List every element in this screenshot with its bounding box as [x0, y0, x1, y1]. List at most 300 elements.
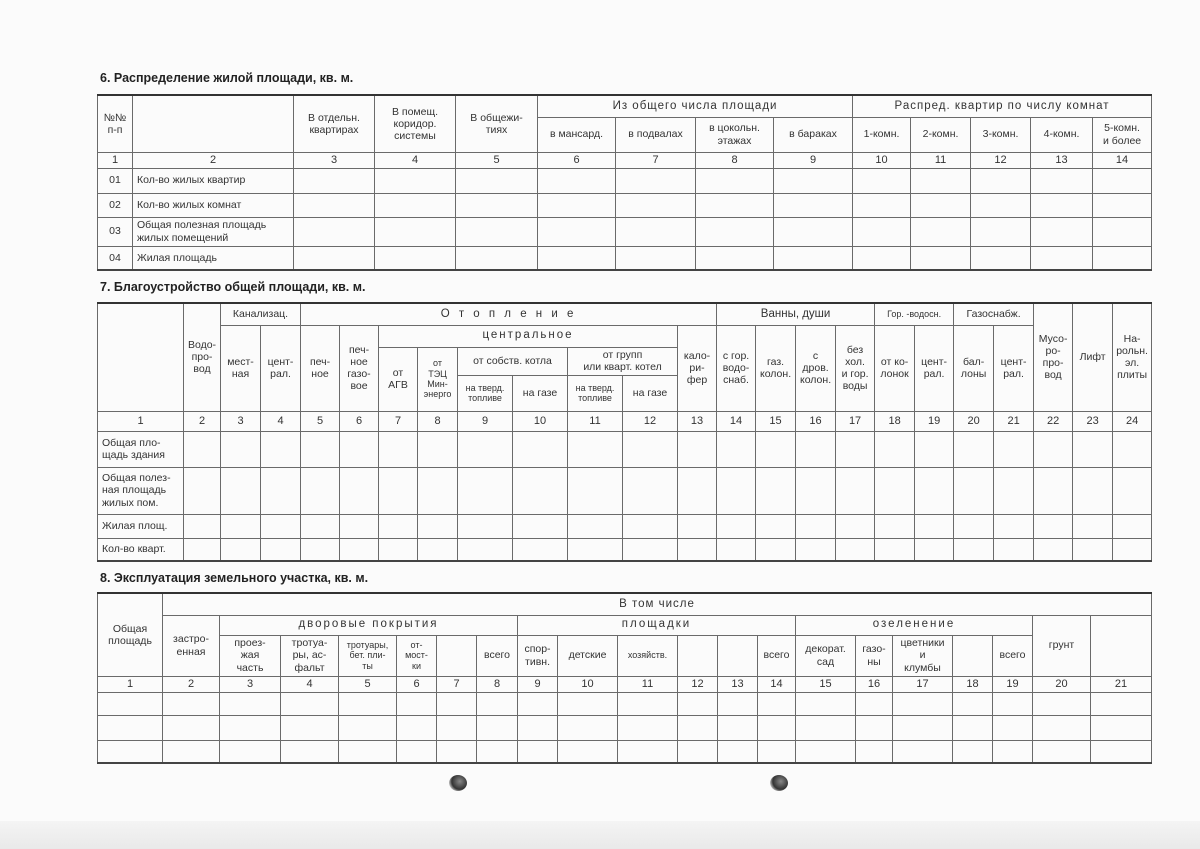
- empty-cell[interactable]: [796, 431, 836, 467]
- empty-cell[interactable]: [558, 692, 618, 715]
- column-number: 10: [853, 152, 911, 168]
- empty-cell[interactable]: [717, 538, 756, 561]
- empty-cell[interactable]: [458, 467, 513, 514]
- header-hw-columns: от ко- лонок: [875, 325, 915, 411]
- empty-cell[interactable]: [418, 467, 458, 514]
- empty-cell[interactable]: [1034, 514, 1073, 538]
- header-stove-gas-heating: печ- ное газо- вое: [340, 325, 379, 411]
- empty-cell[interactable]: [221, 431, 261, 467]
- empty-cell[interactable]: [339, 740, 397, 763]
- empty-cell[interactable]: [340, 431, 379, 467]
- empty-cell[interactable]: [98, 740, 163, 763]
- empty-cell[interactable]: [281, 740, 339, 763]
- empty-cell[interactable]: [875, 514, 915, 538]
- column-number: 12: [678, 676, 718, 692]
- empty-cell[interactable]: [558, 740, 618, 763]
- empty-cell[interactable]: [568, 514, 623, 538]
- empty-cell[interactable]: [458, 431, 513, 467]
- row-code: 01: [98, 168, 133, 193]
- header-group-solid: на тверд. топливе: [568, 375, 623, 411]
- empty-cell[interactable]: [971, 246, 1031, 270]
- row-code: 02: [98, 193, 133, 217]
- empty-cell[interactable]: [340, 514, 379, 538]
- header-tec: от ТЭЦ Мин- энерго: [418, 347, 458, 411]
- empty-cell[interactable]: [623, 431, 678, 467]
- empty-cell[interactable]: [538, 193, 616, 217]
- header-2-room: 2-комн.: [911, 117, 971, 152]
- empty-cell[interactable]: [618, 692, 678, 715]
- column-number: 7: [616, 152, 696, 168]
- empty-cell[interactable]: [994, 514, 1034, 538]
- empty-cell[interactable]: [836, 467, 875, 514]
- column-number: 14: [717, 411, 756, 431]
- table-row: [98, 740, 1152, 763]
- header-bath-hot-water: с гор. водо- снаб.: [717, 325, 756, 411]
- empty-cell[interactable]: [971, 168, 1031, 193]
- header-sites: площадки: [518, 615, 796, 635]
- empty-cell[interactable]: [911, 193, 971, 217]
- empty-cell[interactable]: [538, 217, 616, 246]
- column-number: 13: [678, 411, 717, 431]
- column-numbers-row: [98, 152, 1152, 168]
- table-row: [98, 514, 1152, 538]
- empty-cell[interactable]: [796, 715, 856, 740]
- empty-cell[interactable]: [954, 467, 994, 514]
- empty-cell[interactable]: [856, 740, 893, 763]
- empty-cell[interactable]: [678, 692, 718, 715]
- empty-cell[interactable]: [458, 514, 513, 538]
- empty-cell[interactable]: [397, 692, 437, 715]
- empty-cell[interactable]: [971, 193, 1031, 217]
- empty-cell[interactable]: [379, 514, 418, 538]
- empty-cell[interactable]: [456, 168, 538, 193]
- empty-cell[interactable]: [616, 217, 696, 246]
- empty-cell[interactable]: [915, 538, 954, 561]
- empty-cell[interactable]: [184, 467, 221, 514]
- empty-cell[interactable]: [796, 514, 836, 538]
- empty-cell[interactable]: [184, 538, 221, 561]
- header-group-gas: на газе: [623, 375, 678, 411]
- header-green-total: всего: [993, 635, 1033, 676]
- empty-cell[interactable]: [875, 538, 915, 561]
- empty-cell[interactable]: [893, 740, 953, 763]
- empty-cell[interactable]: [220, 715, 281, 740]
- column-number: 6: [538, 152, 616, 168]
- empty-cell[interactable]: [774, 193, 853, 217]
- empty-cell[interactable]: [375, 193, 456, 217]
- table-row: [98, 467, 1152, 514]
- empty-cell[interactable]: [221, 467, 261, 514]
- empty-cell[interactable]: [893, 715, 953, 740]
- empty-cell[interactable]: [993, 740, 1033, 763]
- empty-cell[interactable]: [1113, 467, 1152, 514]
- empty-cell[interactable]: [875, 431, 915, 467]
- header-including: В том числе: [163, 593, 1152, 615]
- empty-cell[interactable]: [678, 431, 717, 467]
- empty-cell[interactable]: [98, 715, 163, 740]
- column-number: 1: [98, 411, 184, 431]
- empty-cell[interactable]: [856, 692, 893, 715]
- empty-cell[interactable]: [616, 193, 696, 217]
- empty-cell[interactable]: [953, 692, 993, 715]
- column-number: 1: [98, 152, 133, 168]
- empty-cell[interactable]: [915, 514, 954, 538]
- empty-cell[interactable]: [616, 246, 696, 270]
- empty-cell[interactable]: [915, 431, 954, 467]
- column-number: 14: [1093, 152, 1152, 168]
- empty-cell[interactable]: [911, 168, 971, 193]
- empty-cell[interactable]: [756, 538, 796, 561]
- header-basement: в подвалах: [616, 117, 696, 152]
- header-own-solid: на тверд. топливе: [458, 375, 513, 411]
- empty-cell[interactable]: [796, 740, 856, 763]
- column-number: 6: [340, 411, 379, 431]
- empty-cell[interactable]: [836, 514, 875, 538]
- header-baths: Ванны, души: [717, 303, 875, 325]
- empty-cell[interactable]: [756, 514, 796, 538]
- empty-cell[interactable]: [1033, 740, 1091, 763]
- empty-cell[interactable]: [758, 692, 796, 715]
- empty-cell[interactable]: [1091, 692, 1152, 715]
- empty-cell[interactable]: [477, 715, 518, 740]
- empty-cell[interactable]: [568, 431, 623, 467]
- empty-cell[interactable]: [836, 431, 875, 467]
- empty-cell[interactable]: [456, 246, 538, 270]
- empty-cell[interactable]: [853, 193, 911, 217]
- header-1-room: 1-комн.: [853, 117, 911, 152]
- header-blank-18: [953, 635, 993, 676]
- empty-cell[interactable]: [221, 514, 261, 538]
- column-number: 19: [915, 411, 954, 431]
- empty-cell[interactable]: [853, 217, 911, 246]
- empty-cell[interactable]: [163, 740, 220, 763]
- empty-cell[interactable]: [774, 246, 853, 270]
- empty-cell[interactable]: [418, 431, 458, 467]
- column-number: 13: [1031, 152, 1093, 168]
- empty-cell[interactable]: [220, 740, 281, 763]
- empty-cell[interactable]: [437, 715, 477, 740]
- empty-cell[interactable]: [538, 246, 616, 270]
- empty-cell[interactable]: [477, 692, 518, 715]
- empty-cell[interactable]: [875, 467, 915, 514]
- empty-cell[interactable]: [993, 692, 1033, 715]
- empty-cell[interactable]: [994, 467, 1034, 514]
- column-number: 10: [513, 411, 568, 431]
- table-row: [98, 538, 1152, 561]
- empty-cell[interactable]: [477, 740, 518, 763]
- empty-cell[interactable]: [696, 168, 774, 193]
- empty-cell[interactable]: [458, 538, 513, 561]
- empty-cell[interactable]: [616, 168, 696, 193]
- empty-cell[interactable]: [294, 168, 375, 193]
- section-7-title: 7. Благоустройство общей площади, кв. м.: [100, 280, 366, 294]
- empty-cell[interactable]: [1033, 692, 1091, 715]
- header-own-boiler: от собств. котла: [458, 347, 568, 375]
- row-label: Общая полезная площадь жилых помещений: [133, 217, 294, 246]
- empty-cell[interactable]: [379, 467, 418, 514]
- header-bath-no-water: без хол. и гор. воды: [836, 325, 875, 411]
- empty-cell[interactable]: [163, 715, 220, 740]
- empty-cell[interactable]: [696, 193, 774, 217]
- empty-cell[interactable]: [518, 740, 558, 763]
- empty-cell[interactable]: [513, 431, 568, 467]
- empty-cell[interactable]: [456, 193, 538, 217]
- empty-cell[interactable]: [375, 217, 456, 246]
- row-label: Жилая площадь: [133, 246, 294, 270]
- empty-cell[interactable]: [437, 740, 477, 763]
- header-gas-supply: Газоснабж.: [954, 303, 1034, 325]
- empty-cell[interactable]: [397, 740, 437, 763]
- header-gas-cylinders: бал- лоны: [954, 325, 994, 411]
- empty-cell[interactable]: [261, 514, 301, 538]
- header-blank-12: [678, 635, 718, 676]
- empty-cell[interactable]: [220, 692, 281, 715]
- empty-cell[interactable]: [1093, 246, 1152, 270]
- header-water-supply: Водо- про- вод: [184, 303, 221, 411]
- column-number: 10: [558, 676, 618, 692]
- empty-cell[interactable]: [696, 217, 774, 246]
- empty-cell[interactable]: [623, 538, 678, 561]
- header-4-room: 4-комн.: [1031, 117, 1093, 152]
- empty-cell[interactable]: [513, 467, 568, 514]
- table-row: [98, 246, 1152, 270]
- empty-cell[interactable]: [418, 514, 458, 538]
- empty-cell[interactable]: [954, 514, 994, 538]
- empty-cell[interactable]: [853, 246, 911, 270]
- empty-cell[interactable]: [437, 692, 477, 715]
- empty-cell[interactable]: [1091, 715, 1152, 740]
- empty-cell[interactable]: [281, 692, 339, 715]
- empty-cell[interactable]: [98, 692, 163, 715]
- empty-cell[interactable]: [184, 514, 221, 538]
- empty-cell[interactable]: [294, 246, 375, 270]
- row-label: Кол-во кварт.: [98, 538, 184, 561]
- header-kids: детские: [558, 635, 618, 676]
- empty-cell[interactable]: [1073, 467, 1113, 514]
- empty-cell[interactable]: [1031, 246, 1093, 270]
- empty-cell[interactable]: [163, 692, 220, 715]
- empty-cell[interactable]: [379, 538, 418, 561]
- empty-cell[interactable]: [513, 538, 568, 561]
- empty-cell[interactable]: [678, 715, 718, 740]
- column-number: 17: [893, 676, 953, 692]
- header-garbage-chute: Мусо- ро- про- вод: [1034, 303, 1073, 411]
- empty-cell[interactable]: [301, 514, 340, 538]
- column-number: 3: [221, 411, 261, 431]
- empty-cell[interactable]: [340, 467, 379, 514]
- empty-cell[interactable]: [718, 715, 758, 740]
- living-area-distribution-table: [97, 94, 1152, 271]
- empty-cell[interactable]: [261, 538, 301, 561]
- empty-cell[interactable]: [339, 715, 397, 740]
- empty-cell[interactable]: [953, 715, 993, 740]
- empty-cell[interactable]: [718, 740, 758, 763]
- empty-cell[interactable]: [911, 246, 971, 270]
- empty-cell[interactable]: [379, 431, 418, 467]
- empty-cell[interactable]: [678, 514, 717, 538]
- empty-cell[interactable]: [993, 715, 1033, 740]
- land-use-table: [97, 592, 1152, 764]
- header-own-gas: на газе: [513, 375, 568, 411]
- empty-cell[interactable]: [774, 217, 853, 246]
- empty-cell[interactable]: [994, 431, 1034, 467]
- empty-cell[interactable]: [618, 715, 678, 740]
- header-lawns: газо- ны: [856, 635, 893, 676]
- empty-cell[interactable]: [756, 467, 796, 514]
- empty-cell[interactable]: [1113, 514, 1152, 538]
- column-number: 8: [418, 411, 458, 431]
- header-barracks: в бараках: [774, 117, 853, 152]
- table-row: [98, 217, 1152, 246]
- empty-cell[interactable]: [1031, 168, 1093, 193]
- empty-cell[interactable]: [915, 467, 954, 514]
- punch-hole-right: [770, 775, 788, 791]
- header-agv: от АГВ: [379, 347, 418, 411]
- empty-cell[interactable]: [893, 692, 953, 715]
- header-sites-total: всего: [758, 635, 796, 676]
- header-garden: декорат. сад: [796, 635, 856, 676]
- column-number: 8: [477, 676, 518, 692]
- header-5-room: 5-комн. и более: [1093, 117, 1152, 152]
- column-number: 18: [953, 676, 993, 692]
- empty-cell[interactable]: [518, 692, 558, 715]
- column-number: 3: [220, 676, 281, 692]
- empty-cell[interactable]: [397, 715, 437, 740]
- header-stove-heating: печ- ное: [301, 325, 340, 411]
- empty-cell[interactable]: [1093, 168, 1152, 193]
- empty-cell[interactable]: [538, 168, 616, 193]
- column-number: 21: [1091, 676, 1152, 692]
- empty-cell[interactable]: [758, 740, 796, 763]
- empty-cell[interactable]: [513, 514, 568, 538]
- empty-cell[interactable]: [954, 431, 994, 467]
- empty-cell[interactable]: [221, 538, 261, 561]
- empty-cell[interactable]: [1034, 538, 1073, 561]
- header-electric-stoves: На- pольн. эл. плиты: [1113, 303, 1152, 411]
- empty-cell[interactable]: [911, 217, 971, 246]
- header-flowerbeds: цветники и клумбы: [893, 635, 953, 676]
- column-number: 16: [856, 676, 893, 692]
- empty-cell[interactable]: [856, 715, 893, 740]
- column-number: 3: [294, 152, 375, 168]
- header-heating: О т о п л е н и е: [301, 303, 717, 325]
- empty-cell[interactable]: [717, 467, 756, 514]
- empty-cell[interactable]: [1093, 193, 1152, 217]
- empty-cell[interactable]: [758, 715, 796, 740]
- empty-cell[interactable]: [1033, 715, 1091, 740]
- empty-cell[interactable]: [756, 431, 796, 467]
- empty-cell[interactable]: [618, 740, 678, 763]
- column-number: 21: [994, 411, 1034, 431]
- empty-cell[interactable]: [1113, 431, 1152, 467]
- amenities-table: [97, 302, 1152, 562]
- empty-cell[interactable]: [418, 538, 458, 561]
- empty-cell[interactable]: [696, 246, 774, 270]
- empty-cell[interactable]: [678, 740, 718, 763]
- empty-cell[interactable]: [678, 467, 717, 514]
- empty-cell[interactable]: [568, 467, 623, 514]
- empty-cell[interactable]: [718, 692, 758, 715]
- empty-cell[interactable]: [375, 168, 456, 193]
- empty-cell[interactable]: [971, 217, 1031, 246]
- empty-cell[interactable]: [1093, 217, 1152, 246]
- empty-cell[interactable]: [796, 538, 836, 561]
- empty-cell[interactable]: [261, 431, 301, 467]
- empty-cell[interactable]: [953, 740, 993, 763]
- empty-cell[interactable]: [294, 193, 375, 217]
- empty-cell[interactable]: [340, 538, 379, 561]
- empty-cell[interactable]: [294, 217, 375, 246]
- empty-cell[interactable]: [1031, 193, 1093, 217]
- empty-cell[interactable]: [678, 538, 717, 561]
- header-blank-13: [718, 635, 758, 676]
- empty-cell[interactable]: [836, 538, 875, 561]
- empty-cell[interactable]: [558, 715, 618, 740]
- column-number: 20: [1033, 676, 1091, 692]
- column-numbers-row: [98, 676, 1152, 692]
- column-number: 14: [758, 676, 796, 692]
- empty-cell[interactable]: [339, 692, 397, 715]
- empty-cell[interactable]: [717, 514, 756, 538]
- header-attic: в мансард.: [538, 117, 616, 152]
- column-number: 4: [375, 152, 456, 168]
- header-walk-asphalt: тротуа- ры, ас- фальт: [281, 635, 339, 676]
- empty-cell[interactable]: [301, 467, 340, 514]
- empty-cell[interactable]: [518, 715, 558, 740]
- empty-cell[interactable]: [796, 467, 836, 514]
- empty-cell[interactable]: [568, 538, 623, 561]
- empty-cell[interactable]: [261, 467, 301, 514]
- empty-cell[interactable]: [1091, 740, 1152, 763]
- empty-cell[interactable]: [456, 217, 538, 246]
- column-number: 2: [133, 152, 294, 168]
- empty-cell[interactable]: [375, 246, 456, 270]
- column-number: 4: [281, 676, 339, 692]
- empty-cell[interactable]: [281, 715, 339, 740]
- column-number: 16: [796, 411, 836, 431]
- header-sport: спор- тивн.: [518, 635, 558, 676]
- header-dormitories: В общежи- тиях: [456, 95, 538, 152]
- empty-cell[interactable]: [1073, 431, 1113, 467]
- empty-cell[interactable]: [1034, 431, 1073, 467]
- empty-cell[interactable]: [623, 467, 678, 514]
- empty-cell[interactable]: [717, 431, 756, 467]
- column-number: 5: [339, 676, 397, 692]
- empty-cell[interactable]: [1073, 538, 1113, 561]
- empty-cell[interactable]: [1034, 467, 1073, 514]
- empty-cell[interactable]: [853, 168, 911, 193]
- empty-cell[interactable]: [796, 692, 856, 715]
- empty-cell[interactable]: [623, 514, 678, 538]
- header-group-boiler: от групп или кварт. котел: [568, 347, 678, 375]
- header-yard-total: всего: [477, 635, 518, 676]
- header-total-area: Общая площадь: [98, 593, 163, 676]
- empty-cell[interactable]: [774, 168, 853, 193]
- empty-cell[interactable]: [184, 431, 221, 467]
- table-row: [98, 168, 1152, 193]
- empty-cell[interactable]: [994, 538, 1034, 561]
- column-number: 19: [993, 676, 1033, 692]
- empty-cell[interactable]: [1031, 217, 1093, 246]
- empty-cell[interactable]: [1073, 514, 1113, 538]
- empty-cell[interactable]: [301, 431, 340, 467]
- header-local-sewer: мест- ная: [221, 325, 261, 411]
- column-number: 22: [1034, 411, 1073, 431]
- empty-cell[interactable]: [954, 538, 994, 561]
- empty-cell[interactable]: [301, 538, 340, 561]
- empty-cell[interactable]: [1113, 538, 1152, 561]
- column-number: 8: [696, 152, 774, 168]
